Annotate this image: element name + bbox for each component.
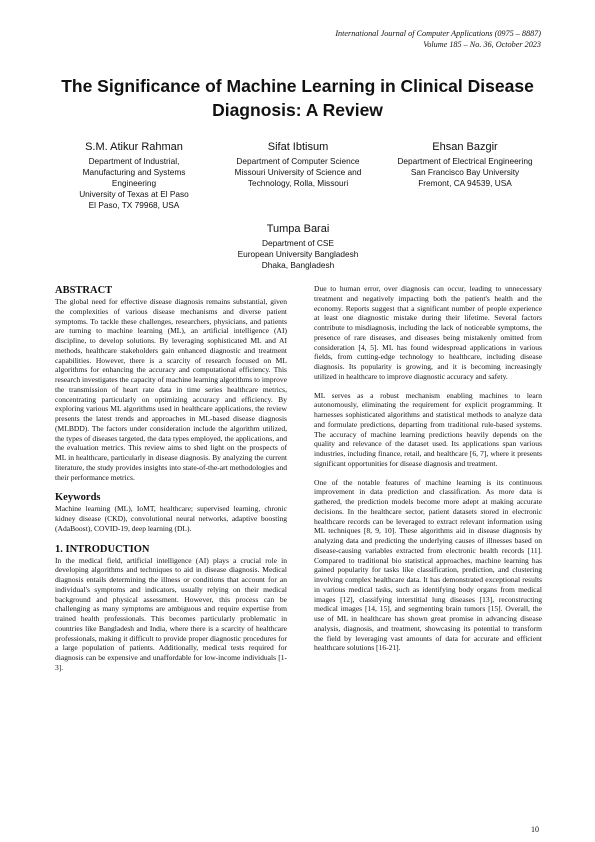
abstract-text: The global need for effective disease diagnosis remains substantial, given the complexities of various disease mechanisms and diverse patient symptoms. To tackle these challenges, researchers, physicians, and patients are turning to machine learning (ML), an artificial intelligence (AI) discipline, to develop solutions. By leveraging sophisticated ML and AI methods, healthcare stakeholders gain enhanced diagnostic and treatment capabilities. However, there is a scarcity of research focused on ML algorithms for enhancing the accuracy and computational efficiency. This research investigates the capacity of machine learning algorithms to improve the transmission of heart rate data in time series healthcare metrics, concentrating particularly on optimizing accuracy and efficiency. By exploring various ML algorithms used in healthcare applications, the review presents the latest trends and approaches in ML-based disease diagnosis (MLBDD). The factors under consideration include the algorithm utilized, the types of diseases targeted, the data types employed, the applications, and the evaluation metrics. This review aims to shed light on the prospects of ML in healthcare, particularly in disease diagnosis. By analyzing the current literature, the study provides insights into state-of-the-art methodologies and their performance metrics. <box>55 297 287 482</box>
author-affiliation-line: Department of Electrical Engineering <box>397 156 533 166</box>
author-affiliation-line: El Paso, TX 79968, USA <box>88 200 180 210</box>
abstract-heading: ABSTRACT <box>55 285 113 296</box>
author-affiliation-line: San Francisco Bay University <box>410 167 520 177</box>
title-line-1: The Significance of Machine Learning in Clinical Disease <box>61 76 534 96</box>
introduction-paragraph-3: ML serves as a robust mechanism enabling machines to learn autonomously, eliminating the requirement for explicit programming. It harnesses sophisticated algorithms and statistical methods to analyze data and formulate predictions, departing from traditional rule-based systems. The accuracy of machine learning predictions heavily depends on the quality and relevance of the dataset used. Its applications span various industries, including finance, retail, and healthcare [6, 7], where it presents significant opportunities for disease diagnosis and treatment. <box>314 390 542 468</box>
author-affiliation-line: Department of Computer Science <box>236 156 360 166</box>
author-affiliation-line: Engineering <box>111 178 157 188</box>
author-affiliation-line: Technology, Rolla, Missouri <box>247 178 349 188</box>
introduction-paragraph-2: Due to human error, over diagnosis can occur, leading to unnecessary treatment and negatively impacting both the patient's health and the economy. Reports suggest that a significant number of people experience at least one diagnostic mistake during their lifetime. Several factors contribute to misdiagnosis, including the lack of noticeable symptoms, the presence of rare diseases, and diseases being mistakenly omitted from consideration [4, 5]. ML has found widespread applications in various fields, from cutting-edge technology to healthcare, including disease diagnosis. Its popularity is growing, and it is becoming increasingly utilized in healthcare to improve diagnostic accuracy and safety. <box>314 284 542 381</box>
author-block-3 <box>380 140 550 189</box>
author-block-4 <box>216 222 380 271</box>
author-affiliation-line: Manufacturing and Systems <box>82 167 186 177</box>
author-name: Sifat Ibtisum <box>267 141 329 153</box>
author-affiliation-line: Fremont, CA 94539, USA <box>418 178 512 188</box>
author-block-2 <box>216 140 380 189</box>
right-column <box>314 284 542 653</box>
author-affiliation-line: University of Texas at El Paso <box>79 189 189 199</box>
journal-name: International Journal of Computer Applications (0975 – 8887) <box>335 29 541 38</box>
introduction-heading: 1. INTRODUCTION <box>55 543 150 555</box>
author-affiliation-line: Dhaka, Bangladesh <box>261 260 335 270</box>
keywords-heading: Keywords <box>55 492 101 504</box>
author-affiliation-line: Missouri University of Science and <box>234 167 362 177</box>
author-name: Tumpa Barai <box>266 223 330 235</box>
journal-volume: Volume 185 – No. 36, October 2023 <box>423 40 541 49</box>
paper-title <box>40 74 555 122</box>
author-affiliation-line: European University Bangladesh <box>237 249 359 259</box>
keywords-text: Machine learning (ML), IoMT, healthcare; supervised learning, chronic kidney disease (CKD), convolutional neural networks, adaptive boosting (AdaBoost), COVID-19, deep learning (DL). <box>55 504 287 533</box>
author-affiliation-line: Department of CSE <box>262 238 334 248</box>
author-name: Ehsan Bazgir <box>432 141 498 153</box>
left-column <box>55 284 287 673</box>
page-number: 10 <box>531 825 539 834</box>
journal-header <box>335 28 541 50</box>
author-affiliation-line: Department of Industrial, <box>88 156 180 166</box>
introduction-paragraph-4: One of the notable features of machine learning is its continuous improvement in data prediction and classification. As more data is gathered, the prediction models become more adept at making accurate decisions. In the healthcare sector, patient datasets stored in electronic healthcare records can be leveraged to extract relevant information using ML techniques [8, 9, 10]. These algorithms aid in disease diagnosis by analyzing data and predicting the underlying causes of illnesses based on disease-causing variables extracted from electronic health records [11]. Compared to traditional bio statistical approaches, machine learning has gained popularity for tasks like classification, prediction, and clustering involving complex healthcare data. It has demonstrated exceptional results in various medical tasks, such as identifying body organs from medical images [12], classifying interstitial lung diseases [13], reconstructing medical images [14, 15], and segmenting brain tumors [15]. Overall, the use of ML in healthcare has shown great promise in advancing disease analysis, diagnosis, and treatment, showcasing its potential to transform the field by leveraging vast amounts of data for accurate and efficient healthcare solutions [16-21]. <box>314 477 542 653</box>
author-block-1 <box>52 140 216 211</box>
introduction-paragraph-1: In the medical field, artificial intelligence (AI) plays a crucial role in developing algorithms and techniques to aid in disease diagnosis. Medical diagnosis entails determining the illness or conditions that account for an individual's symptoms and indicators, usually relying on their medical background and physical assessment. However, this process can be challenging as many symptoms are ambiguous and require expertise from trained health professionals. This becomes particularly problematic in countries like Bangladesh and India, where there is a scarcity of healthcare professionals, making it difficult to provide proper diagnostic procedures for a large population of patients. Additionally, medical tests required for diagnosis can be expensive and unaffordable for low-income individuals [1-3]. <box>55 555 287 672</box>
title-line-2: Diagnosis: A Review <box>212 100 383 120</box>
author-name: S.M. Atikur Rahman <box>85 141 183 153</box>
